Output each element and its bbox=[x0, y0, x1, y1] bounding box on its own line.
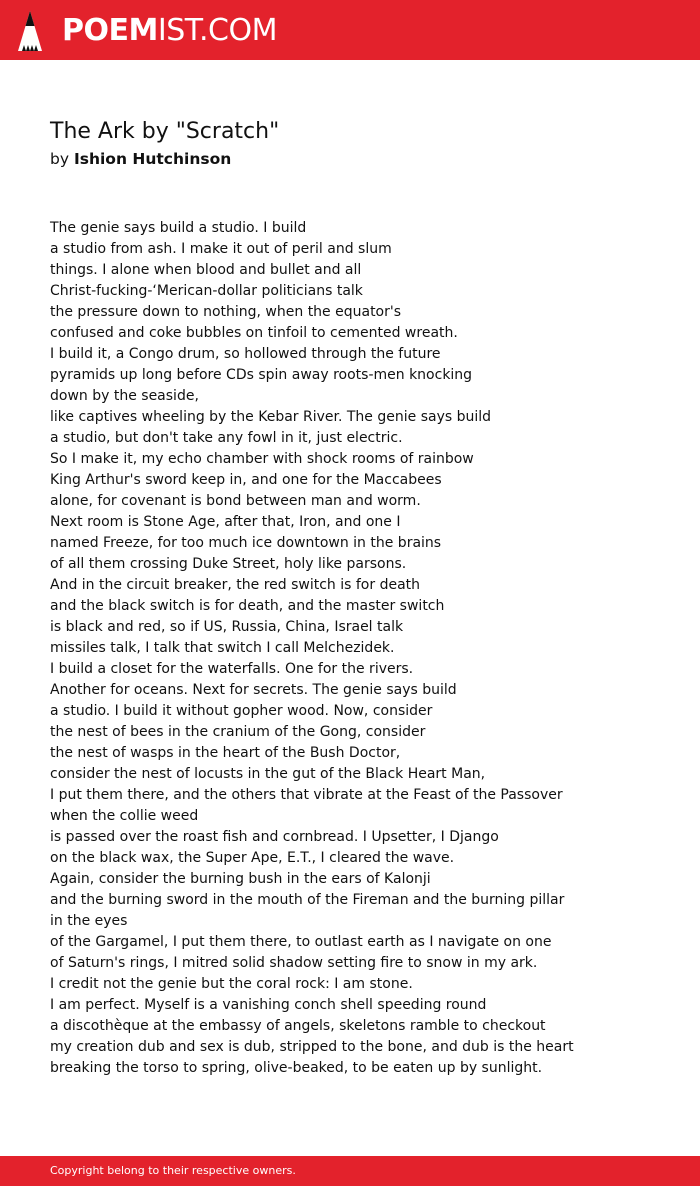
poem-body bbox=[50, 218, 680, 1079]
poem-line: I credit not the genie but the coral rock: I am stone. bbox=[50, 976, 413, 992]
poem-line: and the burning sword in the mouth of the Fireman and the burning pillar bbox=[50, 892, 565, 908]
poem-line: I am perfect. Myself is a vanishing conch shell speeding round bbox=[50, 997, 487, 1013]
poem-author: Ishion Hutchinson bbox=[73, 150, 232, 168]
poem-line: a studio, but don't take any fowl in it, just electric. bbox=[50, 430, 403, 446]
poem-line: I build it, a Congo drum, so hollowed through the future bbox=[50, 346, 441, 362]
copyright-text: Copyright belong to their respective owners. bbox=[50, 1164, 296, 1177]
poem-line: pyramids up long before CDs spin away roots-men knocking bbox=[50, 367, 473, 383]
poem-line: on the black wax, the Super Ape, E.T., I cleared the wave. bbox=[50, 850, 455, 866]
poem-line: the nest of wasps in the heart of the Bush Doctor, bbox=[50, 745, 401, 761]
poem-line: of Saturn's rings, I mitred solid shadow setting fire to snow in my ark. bbox=[50, 955, 538, 971]
poem-line: named Freeze, for too much ice downtown in the brains bbox=[50, 535, 442, 551]
brand-bold-text: POEM bbox=[62, 13, 158, 48]
poem-line: a studio. I build it without gopher wood. Now, consider bbox=[50, 703, 433, 719]
brand-light-text: IST.COM bbox=[157, 13, 277, 48]
poem-line: down by the seaside, bbox=[50, 388, 199, 404]
poem-line: Christ-fucking-‘Merican-dollar politicians talk bbox=[50, 283, 363, 299]
poem-line: my creation dub and sex is dub, stripped to the bone, and dub is the heart bbox=[50, 1039, 574, 1055]
poem-line: I build a closet for the waterfalls. One for the rivers. bbox=[50, 661, 414, 677]
poem-line: breaking the torso to spring, olive-beaked, to be eaten up by sunlight. bbox=[50, 1060, 543, 1076]
poem-line: The genie says build a studio. I build bbox=[50, 220, 307, 236]
poem-line: is black and red, so if US, Russia, China, Israel talk bbox=[50, 619, 404, 635]
poem-line: Again, consider the burning bush in the ears of Kalonji bbox=[50, 871, 431, 887]
poem-line: Next room is Stone Age, after that, Iron, and one I bbox=[50, 514, 401, 530]
site-header bbox=[0, 0, 700, 60]
poem-line: is passed over the roast fish and cornbread. I Upsetter, I Django bbox=[50, 829, 499, 845]
poem-line: a discothèque at the embassy of angels, skeletons ramble to checkout bbox=[50, 1018, 546, 1034]
poem-line: like captives wheeling by the Kebar River. The genie says build bbox=[50, 409, 492, 425]
poem-title: The Ark by "Scratch" bbox=[50, 119, 280, 144]
poem-line: I put them there, and the others that vibrate at the Feast of the Passover bbox=[50, 787, 563, 803]
pencil-tip-icon[interactable] bbox=[17, 10, 43, 52]
site-logo-text[interactable] bbox=[62, 11, 277, 51]
poem-line: the pressure down to nothing, when the equator's bbox=[50, 304, 402, 320]
poem-line: of all them crossing Duke Street, holy like parsons. bbox=[50, 556, 407, 572]
poem-line: when the collie weed bbox=[50, 808, 199, 824]
poem-line: a studio from ash. I make it out of peril and slum bbox=[50, 241, 392, 257]
poem-line: confused and coke bubbles on tinfoil to cemented wreath. bbox=[50, 325, 458, 341]
poem-line: things. I alone when blood and bullet and all bbox=[50, 262, 362, 278]
poem-line: the nest of bees in the cranium of the Gong, consider bbox=[50, 724, 426, 740]
poem-line: consider the nest of locusts in the gut of the Black Heart Man, bbox=[50, 766, 486, 782]
poem-line: So I make it, my echo chamber with shock rooms of rainbow bbox=[50, 451, 474, 467]
poem-line: Another for oceans. Next for secrets. The genie says build bbox=[50, 682, 457, 698]
poem-line: of the Gargamel, I put them there, to outlast earth as I navigate on one bbox=[50, 934, 552, 950]
byline-prefix: by bbox=[50, 150, 70, 168]
poem-line: missiles talk, I talk that switch I call Melchezidek. bbox=[50, 640, 395, 656]
poem-line: And in the circuit breaker, the red switch is for death bbox=[50, 577, 421, 593]
poem-line: alone, for covenant is bond between man and worm. bbox=[50, 493, 421, 509]
site-footer bbox=[0, 1156, 700, 1186]
poem-line: in the eyes bbox=[50, 913, 128, 929]
poem-line: and the black switch is for death, and the master switch bbox=[50, 598, 445, 614]
poem-line: King Arthur's sword keep in, and one for the Maccabees bbox=[50, 472, 442, 488]
poem-byline bbox=[50, 148, 231, 170]
